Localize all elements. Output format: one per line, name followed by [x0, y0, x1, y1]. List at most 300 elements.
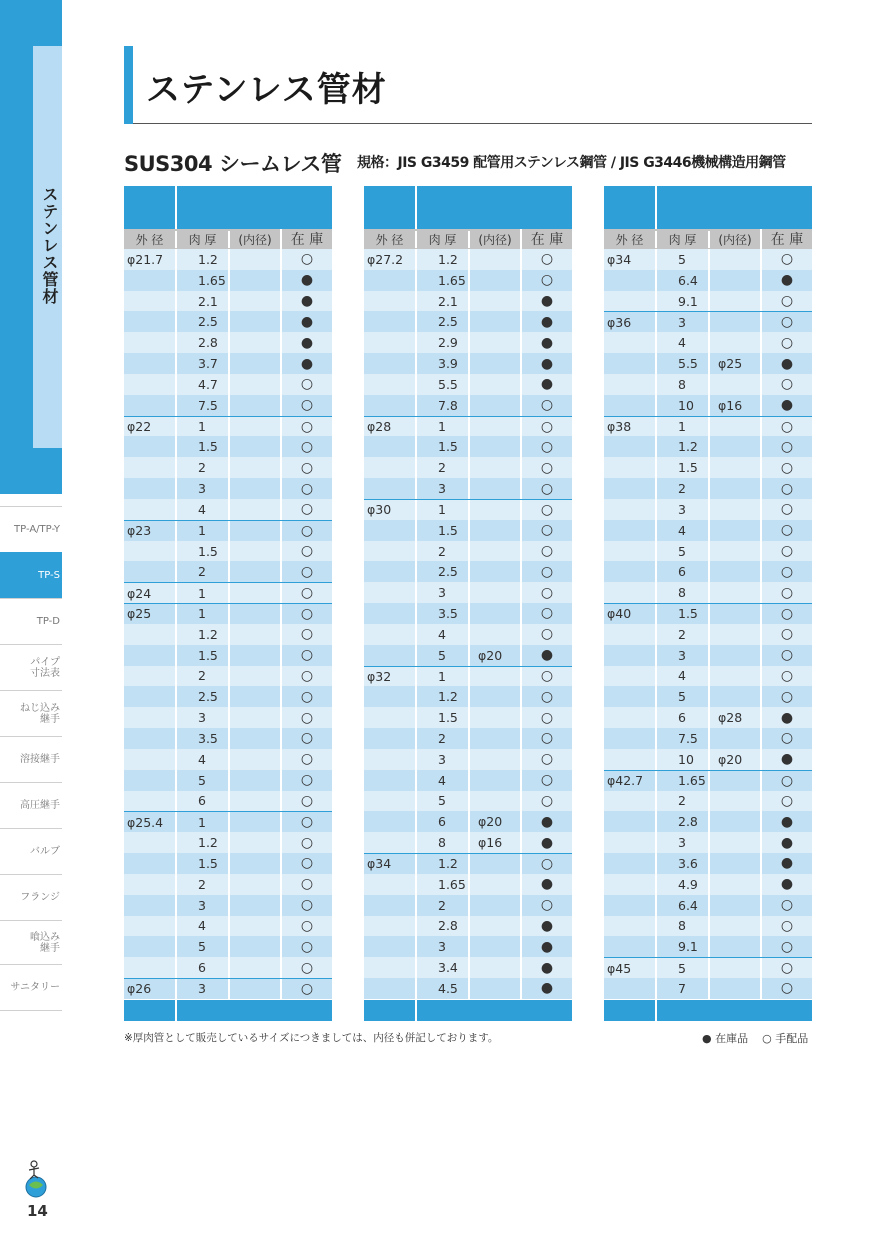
cell-inner-diameter	[468, 249, 520, 270]
cell-inner-diameter	[228, 686, 280, 707]
cell-inner-diameter	[468, 667, 520, 687]
cell-outer-diameter	[604, 353, 655, 374]
table-row	[124, 270, 332, 291]
cell-wall-thickness: 5	[655, 686, 708, 707]
cell-stock-mark: ○	[760, 520, 812, 541]
cell-outer-diameter	[364, 457, 415, 478]
table-row	[604, 603, 812, 624]
cell-stock-mark: ○	[280, 249, 332, 270]
cell-stock-mark: ○	[760, 791, 812, 812]
cell-stock-mark: ○	[280, 583, 332, 603]
table-row	[604, 895, 812, 916]
cell-inner-diameter	[468, 686, 520, 707]
cell-outer-diameter	[364, 541, 415, 562]
cell-outer-diameter	[124, 332, 175, 353]
table-row	[364, 270, 572, 291]
cell-inner-diameter	[228, 332, 280, 353]
cell-inner-diameter	[228, 624, 280, 645]
cell-wall-thickness: 1.5	[175, 541, 228, 562]
cell-stock-mark: ○	[520, 500, 572, 520]
table-row	[364, 770, 572, 791]
cell-wall-thickness: 1	[175, 521, 228, 541]
col-outer-diameter: 外 径	[375, 232, 404, 247]
cell-inner-diameter	[708, 561, 760, 582]
cell-inner-diameter	[228, 395, 280, 416]
cell-stock-mark: ○	[520, 436, 572, 457]
cell-inner-diameter	[228, 541, 280, 562]
table-row	[364, 957, 572, 978]
table-row	[124, 249, 332, 270]
cell-stock-mark: ○	[520, 478, 572, 499]
cell-outer-diameter	[124, 853, 175, 874]
cell-inner-diameter	[468, 436, 520, 457]
sidebar-nav-item[interactable]: バルブ	[0, 828, 62, 874]
cell-stock-mark: ○	[520, 541, 572, 562]
cell-stock-mark: ●	[520, 311, 572, 332]
cell-outer-diameter	[124, 374, 175, 395]
table-header-row	[364, 229, 572, 249]
cell-stock-mark: ○	[280, 624, 332, 645]
table-row	[124, 874, 332, 895]
cell-wall-thickness: 1.65	[655, 771, 708, 791]
sidebar-nav-item[interactable]: TP-D	[0, 598, 62, 644]
cell-outer-diameter	[364, 957, 415, 978]
cell-stock-mark: ○	[760, 249, 812, 270]
cell-inner-diameter	[708, 853, 760, 874]
col-inner-diameter: (内径)	[708, 231, 760, 248]
table-row	[364, 457, 572, 478]
sidebar-nav-item[interactable]: TP-A/TP-Y	[0, 506, 62, 552]
cell-outer-diameter	[364, 645, 415, 666]
cell-inner-diameter	[708, 332, 760, 353]
sidebar-nav-item[interactable]: サニタリー	[0, 964, 62, 1010]
cell-stock-mark: ●	[760, 353, 812, 374]
cell-stock-mark: ○	[280, 728, 332, 749]
cell-wall-thickness: 1.5	[655, 457, 708, 478]
cell-stock-mark: ○	[520, 249, 572, 270]
cell-outer-diameter	[364, 749, 415, 770]
cell-wall-thickness: 8	[415, 832, 468, 853]
table-row	[364, 291, 572, 312]
cell-stock-mark: ○	[280, 957, 332, 978]
sidebar-nav-item[interactable]: フランジ	[0, 874, 62, 920]
cell-inner-diameter	[228, 645, 280, 666]
cell-wall-thickness: 1.2	[655, 436, 708, 457]
cell-inner-diameter	[228, 417, 280, 437]
sidebar-nav-item[interactable]: 喰込み 継手	[0, 920, 62, 964]
cell-stock-mark: ○	[760, 728, 812, 749]
cell-outer-diameter: φ25.4	[127, 814, 164, 830]
legend-stock-mark: ●	[702, 1032, 712, 1045]
cell-wall-thickness: 1.2	[415, 249, 468, 270]
table-row	[364, 561, 572, 582]
sidebar-nav-item[interactable]: 溶接継手	[0, 736, 62, 782]
cell-outer-diameter	[604, 374, 655, 395]
col-wall-thickness: 肉 厚	[655, 231, 708, 248]
cell-outer-diameter	[124, 395, 175, 416]
cell-wall-thickness: 1.65	[415, 270, 468, 291]
table-row	[364, 666, 572, 687]
cell-wall-thickness: 9.1	[655, 291, 708, 312]
cell-stock-mark: ○	[760, 499, 812, 520]
cell-wall-thickness: 1.5	[175, 436, 228, 457]
cell-wall-thickness: 1.2	[415, 686, 468, 707]
table-row	[124, 311, 332, 332]
table-row	[364, 728, 572, 749]
table-row	[124, 541, 332, 562]
cell-wall-thickness: 3	[655, 312, 708, 332]
cell-stock-mark: ●	[520, 916, 572, 937]
cell-wall-thickness: 6	[655, 707, 708, 728]
cell-stock-mark: ○	[760, 436, 812, 457]
cell-inner-diameter	[468, 936, 520, 957]
cell-stock-mark: ○	[760, 771, 812, 791]
cell-inner-diameter	[228, 604, 280, 624]
sidebar-nav-item[interactable]: 高圧継手	[0, 782, 62, 828]
cell-inner-diameter	[228, 812, 280, 832]
cell-stock-mark: ○	[760, 978, 812, 999]
cell-stock-mark: ○	[760, 686, 812, 707]
cell-wall-thickness: 4	[175, 499, 228, 520]
cell-outer-diameter	[364, 624, 415, 645]
cell-stock-mark: ●	[520, 832, 572, 853]
cell-wall-thickness: 6.4	[655, 270, 708, 291]
size-table-3	[604, 186, 812, 1021]
cell-wall-thickness: 5	[655, 541, 708, 562]
cell-inner-diameter	[228, 832, 280, 853]
cell-outer-diameter	[604, 832, 655, 853]
table-row	[364, 249, 572, 270]
sidebar-nav-item[interactable]: TP-S	[0, 552, 62, 598]
cell-stock-mark: ●	[520, 874, 572, 895]
table-row	[604, 291, 812, 312]
cell-inner-diameter	[708, 645, 760, 666]
cell-wall-thickness: 2	[175, 666, 228, 687]
cell-wall-thickness: 4.5	[415, 978, 468, 999]
cell-wall-thickness: 2.8	[175, 332, 228, 353]
cell-stock-mark: ○	[520, 854, 572, 874]
cell-inner-diameter: φ20	[468, 811, 520, 832]
cell-wall-thickness: 4	[655, 520, 708, 541]
table-row	[124, 936, 332, 957]
cell-inner-diameter	[708, 832, 760, 853]
table-row	[364, 791, 572, 812]
cell-stock-mark: ○	[280, 395, 332, 416]
cell-stock-mark: ●	[520, 936, 572, 957]
cell-outer-diameter	[364, 311, 415, 332]
table-row	[124, 666, 332, 687]
table-row	[124, 895, 332, 916]
table-row	[604, 666, 812, 687]
cell-inner-diameter	[228, 561, 280, 582]
cell-wall-thickness: 5	[655, 249, 708, 270]
table-row	[364, 624, 572, 645]
cell-wall-thickness: 5	[175, 936, 228, 957]
cell-inner-diameter	[228, 311, 280, 332]
cell-outer-diameter	[124, 436, 175, 457]
table-row	[604, 728, 812, 749]
cell-inner-diameter	[468, 957, 520, 978]
cell-outer-diameter	[604, 728, 655, 749]
cell-outer-diameter	[124, 728, 175, 749]
cell-outer-diameter	[364, 436, 415, 457]
table-header-row	[124, 229, 332, 249]
cell-inner-diameter: φ25	[708, 353, 760, 374]
cell-outer-diameter	[604, 270, 655, 291]
cell-inner-diameter	[228, 499, 280, 520]
cell-inner-diameter	[708, 811, 760, 832]
cell-outer-diameter: φ42.7	[607, 773, 644, 789]
cell-wall-thickness: 1	[175, 417, 228, 437]
table-row	[124, 561, 332, 582]
cell-wall-thickness: 3	[415, 478, 468, 499]
table-row	[364, 541, 572, 562]
sidebar-nav-item[interactable]: ねじ込み 継手	[0, 690, 62, 736]
cell-outer-diameter: φ30	[367, 502, 392, 518]
table-footer-band	[364, 1000, 572, 1021]
table-row	[364, 332, 572, 353]
cell-outer-diameter	[124, 666, 175, 687]
cell-stock-mark: ●	[520, 353, 572, 374]
cell-outer-diameter: φ27.2	[367, 251, 404, 267]
cell-outer-diameter	[124, 936, 175, 957]
cell-wall-thickness: 6	[415, 811, 468, 832]
cell-stock-mark: ○	[520, 603, 572, 624]
cell-outer-diameter	[364, 603, 415, 624]
cell-stock-mark: ○	[760, 916, 812, 937]
cell-stock-mark: ○	[280, 895, 332, 916]
cell-wall-thickness: 1.5	[415, 707, 468, 728]
cell-inner-diameter	[708, 312, 760, 332]
cell-outer-diameter	[364, 332, 415, 353]
table-row	[124, 499, 332, 520]
cell-inner-diameter	[708, 874, 760, 895]
cell-stock-mark: ○	[280, 521, 332, 541]
table-header-band	[124, 186, 332, 229]
cell-wall-thickness: 10	[655, 749, 708, 770]
cell-wall-thickness: 1	[175, 583, 228, 603]
cell-inner-diameter	[468, 874, 520, 895]
cell-inner-diameter	[468, 916, 520, 937]
cell-stock-mark: ○	[280, 561, 332, 582]
table-row	[364, 874, 572, 895]
cell-inner-diameter	[228, 791, 280, 812]
cell-wall-thickness: 6.4	[655, 895, 708, 916]
cell-wall-thickness: 4	[415, 770, 468, 791]
cell-inner-diameter	[228, 249, 280, 270]
cell-stock-mark: ○	[280, 812, 332, 832]
cell-stock-mark: ○	[760, 457, 812, 478]
cell-inner-diameter	[468, 561, 520, 582]
cell-outer-diameter: φ22	[127, 419, 152, 435]
table-row	[124, 978, 332, 999]
cell-outer-diameter	[604, 520, 655, 541]
cell-stock-mark: ○	[520, 520, 572, 541]
cell-outer-diameter	[604, 395, 655, 416]
page-number: 14	[27, 1202, 48, 1220]
cell-stock-mark: ○	[760, 332, 812, 353]
cell-stock-mark: ○	[520, 791, 572, 812]
table-row	[124, 832, 332, 853]
cell-wall-thickness: 2.5	[175, 686, 228, 707]
cell-stock-mark: ○	[280, 478, 332, 499]
table-row	[124, 686, 332, 707]
cell-inner-diameter	[708, 374, 760, 395]
cell-wall-thickness: 2.1	[175, 291, 228, 312]
cell-stock-mark: ○	[760, 541, 812, 562]
table-row	[604, 582, 812, 603]
cell-outer-diameter	[364, 686, 415, 707]
cell-wall-thickness: 3.6	[655, 853, 708, 874]
cell-stock-mark: ○	[520, 707, 572, 728]
cell-stock-mark: ○	[520, 770, 572, 791]
cell-stock-mark: ●	[760, 749, 812, 770]
cell-wall-thickness: 2	[175, 457, 228, 478]
cell-wall-thickness: 4	[175, 916, 228, 937]
cell-wall-thickness: 5	[655, 958, 708, 978]
sidebar-nav-item[interactable]: パイプ 寸法表	[0, 644, 62, 690]
cell-inner-diameter	[468, 854, 520, 874]
cell-outer-diameter	[124, 957, 175, 978]
table-row	[604, 311, 812, 332]
cell-inner-diameter	[708, 936, 760, 957]
cell-outer-diameter	[604, 666, 655, 687]
table-row	[604, 686, 812, 707]
cell-inner-diameter	[708, 291, 760, 312]
table-row	[364, 978, 572, 999]
table-header-band	[604, 186, 812, 229]
cell-inner-diameter	[708, 457, 760, 478]
cell-stock-mark: ○	[760, 936, 812, 957]
cell-wall-thickness: 1.2	[175, 249, 228, 270]
col-outer-diameter: 外 径	[615, 232, 644, 247]
table-row	[364, 374, 572, 395]
cell-wall-thickness: 1.5	[175, 645, 228, 666]
cell-outer-diameter	[124, 478, 175, 499]
cell-outer-diameter	[364, 728, 415, 749]
cell-inner-diameter: φ16	[468, 832, 520, 853]
cell-wall-thickness: 3	[175, 707, 228, 728]
col-inner-diameter: (内径)	[468, 231, 520, 248]
table-row	[604, 416, 812, 437]
cell-wall-thickness: 3	[415, 936, 468, 957]
cell-wall-thickness: 2	[175, 874, 228, 895]
table-row	[604, 478, 812, 499]
table-row	[124, 582, 332, 603]
table-row	[124, 353, 332, 374]
cell-wall-thickness: 8	[655, 582, 708, 603]
cell-inner-diameter	[228, 874, 280, 895]
cell-wall-thickness: 5	[175, 770, 228, 791]
cell-wall-thickness: 3	[415, 749, 468, 770]
cell-wall-thickness: 5	[415, 645, 468, 666]
cell-outer-diameter	[124, 749, 175, 770]
cell-outer-diameter	[364, 874, 415, 895]
table-row	[124, 791, 332, 812]
cell-stock-mark: ○	[760, 291, 812, 312]
cell-outer-diameter	[604, 791, 655, 812]
cell-outer-diameter	[604, 499, 655, 520]
table-row	[124, 957, 332, 978]
cell-outer-diameter	[364, 791, 415, 812]
cell-stock-mark: ○	[280, 604, 332, 624]
cell-inner-diameter	[468, 520, 520, 541]
cell-stock-mark: ○	[280, 645, 332, 666]
cell-stock-mark: ○	[520, 270, 572, 291]
cell-outer-diameter	[604, 853, 655, 874]
cell-inner-diameter	[708, 958, 760, 978]
cell-stock-mark: ●	[520, 332, 572, 353]
table-row	[124, 332, 332, 353]
cell-stock-mark: ○	[280, 686, 332, 707]
cell-stock-mark: ●	[520, 374, 572, 395]
table-row	[364, 853, 572, 874]
cell-wall-thickness: 2	[415, 728, 468, 749]
table-row	[604, 499, 812, 520]
cell-stock-mark: ○	[280, 916, 332, 937]
col-outer-diameter: 外 径	[135, 232, 164, 247]
table-row	[124, 853, 332, 874]
cell-wall-thickness: 5	[415, 791, 468, 812]
table-row	[364, 832, 572, 853]
table-row	[604, 395, 812, 416]
cell-stock-mark: ●	[280, 270, 332, 291]
cell-outer-diameter	[364, 832, 415, 853]
cell-outer-diameter	[364, 978, 415, 999]
cell-inner-diameter	[468, 728, 520, 749]
cell-wall-thickness: 7	[655, 978, 708, 999]
cell-stock-mark: ○	[280, 457, 332, 478]
cell-outer-diameter: φ40	[607, 606, 632, 622]
table-row	[364, 916, 572, 937]
cell-wall-thickness: 1.5	[175, 853, 228, 874]
cell-stock-mark: ○	[280, 832, 332, 853]
cell-inner-diameter	[708, 978, 760, 999]
cell-stock-mark: ●	[760, 874, 812, 895]
col-wall-thickness: 肉 厚	[175, 231, 228, 248]
table-row	[604, 541, 812, 562]
table-row	[364, 499, 572, 520]
cell-stock-mark: ○	[760, 374, 812, 395]
cell-stock-mark: ○	[760, 417, 812, 437]
cell-stock-mark: ○	[280, 707, 332, 728]
cell-wall-thickness: 4	[415, 624, 468, 645]
cell-inner-diameter	[228, 707, 280, 728]
table-row	[604, 874, 812, 895]
section-subtitle: SUS304 シームレス管	[124, 152, 342, 176]
cell-wall-thickness: 1.5	[415, 520, 468, 541]
legend	[702, 1030, 808, 1046]
cell-outer-diameter	[124, 311, 175, 332]
cell-outer-diameter	[604, 707, 655, 728]
cell-inner-diameter	[708, 499, 760, 520]
cell-wall-thickness: 2.1	[415, 291, 468, 312]
cell-inner-diameter	[228, 957, 280, 978]
table-row	[364, 811, 572, 832]
cell-wall-thickness: 4.9	[655, 874, 708, 895]
cell-wall-thickness: 5.5	[415, 374, 468, 395]
cell-wall-thickness: 4	[175, 749, 228, 770]
cell-inner-diameter	[228, 374, 280, 395]
table-row	[364, 311, 572, 332]
cell-wall-thickness: 2	[655, 478, 708, 499]
cell-stock-mark: ○	[280, 417, 332, 437]
cell-stock-mark: ○	[760, 312, 812, 332]
table-row	[364, 353, 572, 374]
cell-wall-thickness: 6	[175, 791, 228, 812]
col-inner-diameter: (内径)	[228, 231, 280, 248]
cell-inner-diameter	[708, 916, 760, 937]
